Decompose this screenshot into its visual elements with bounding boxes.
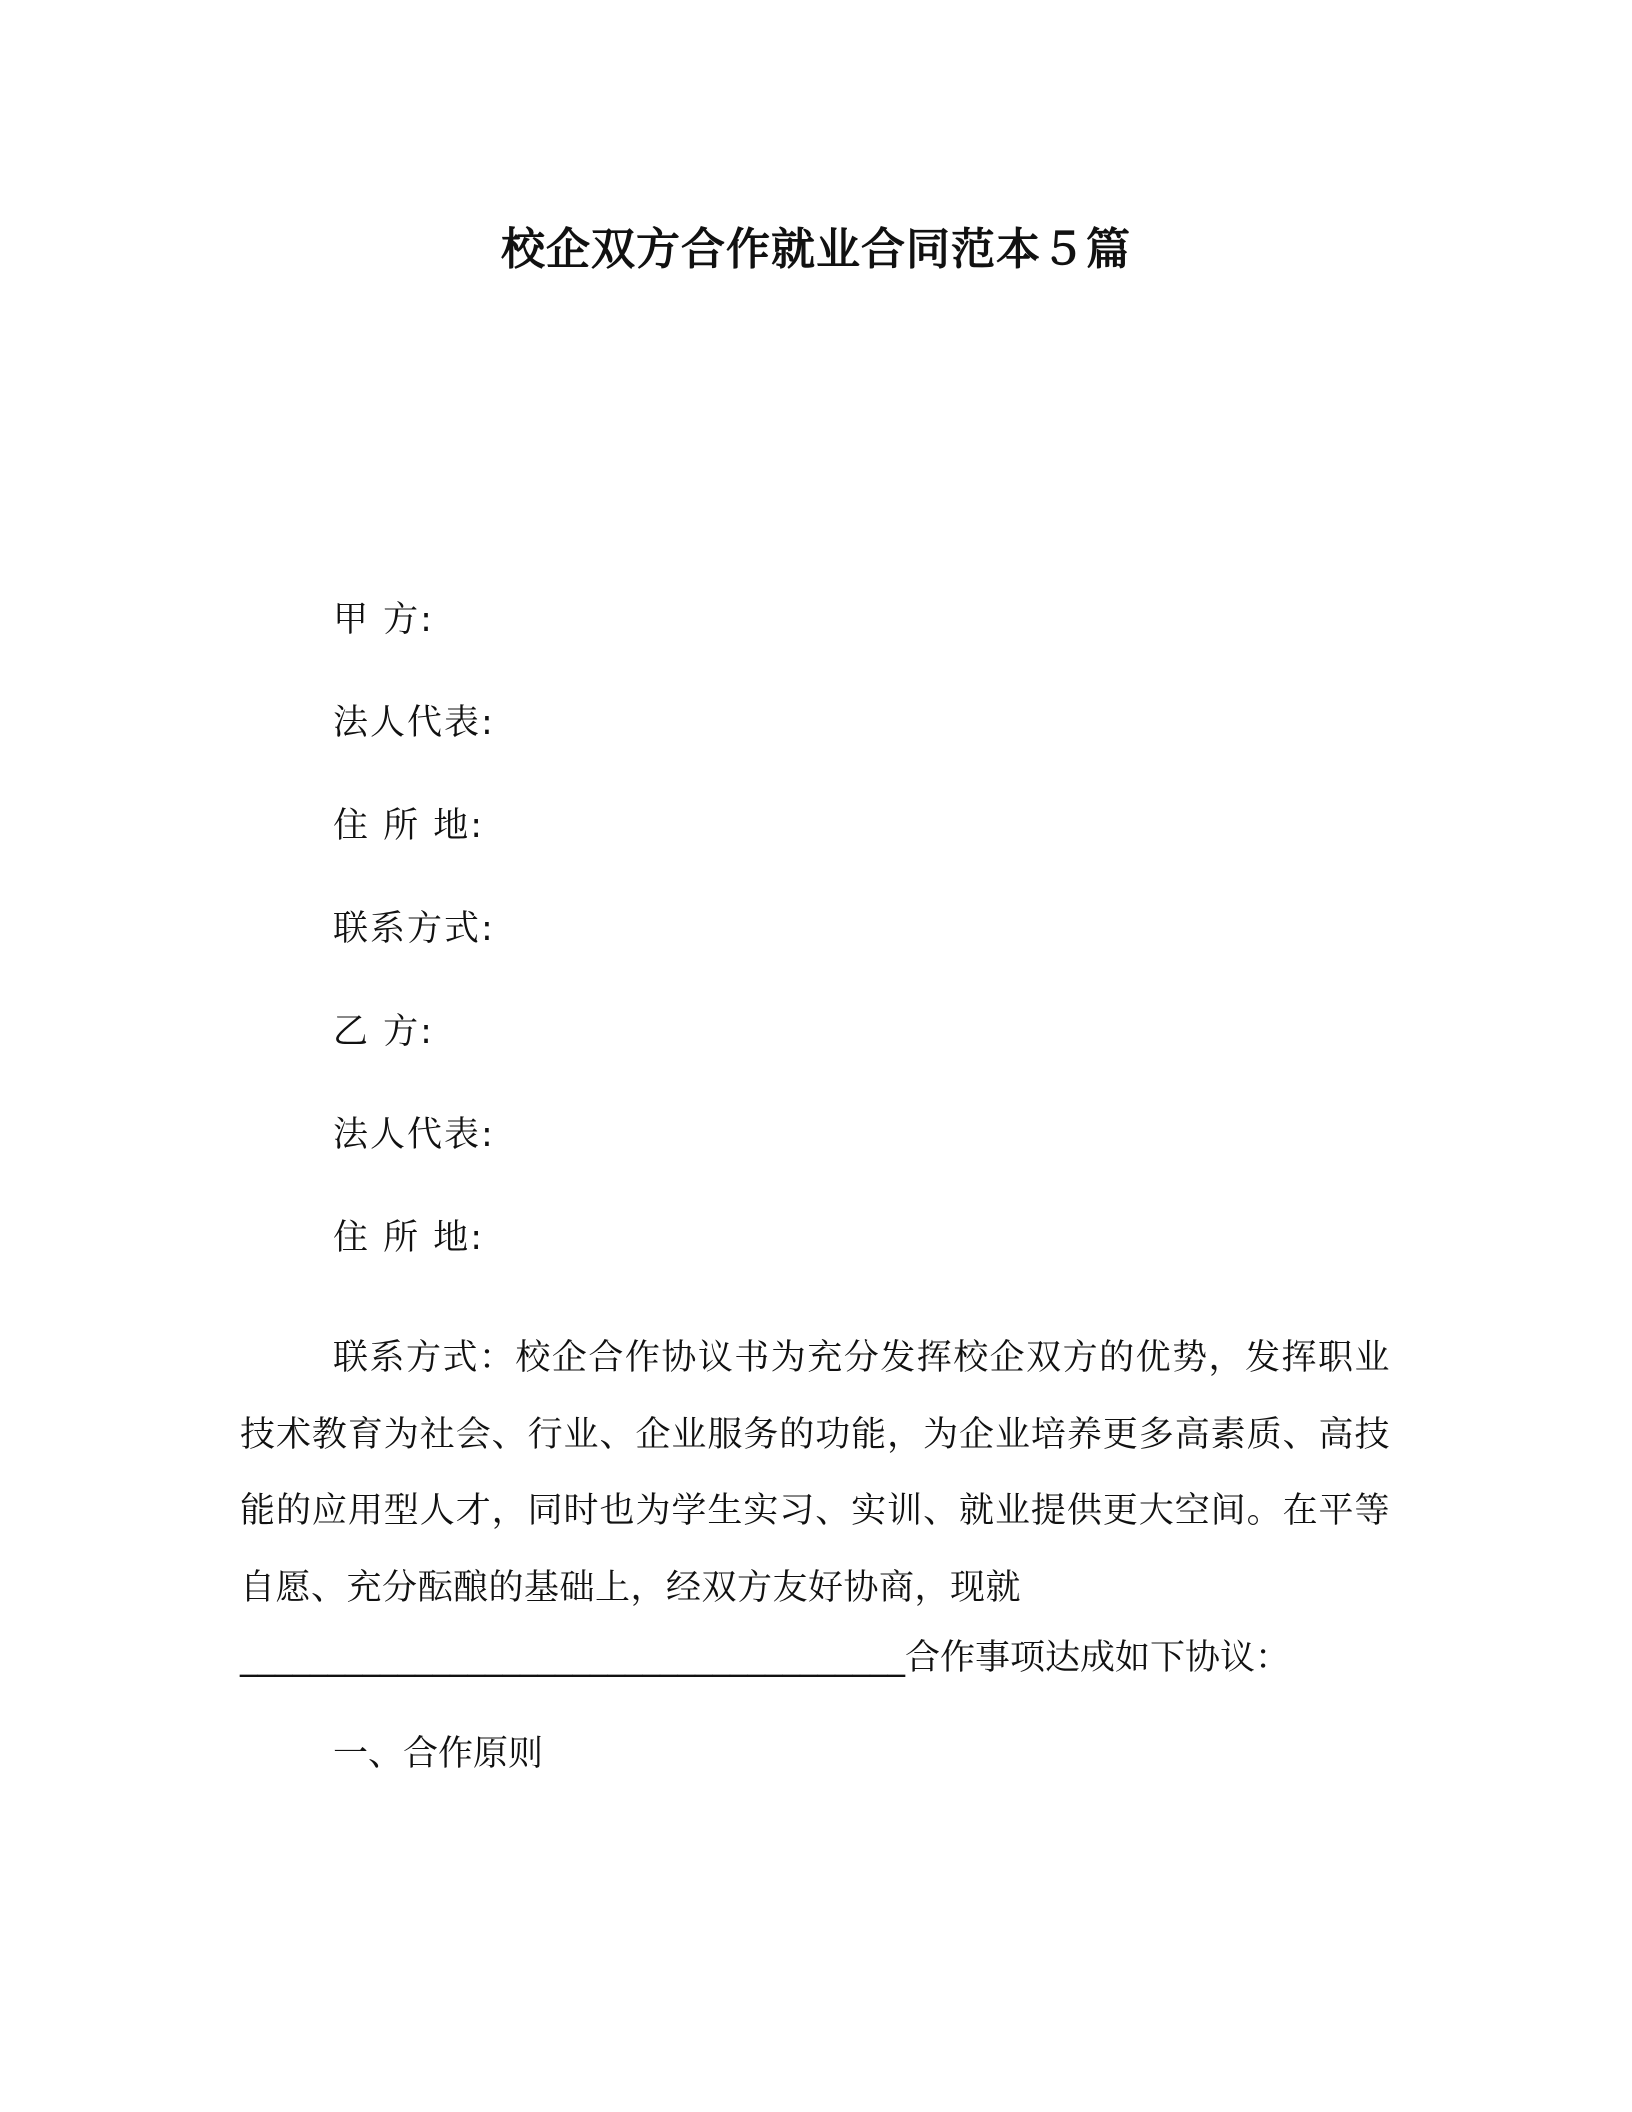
- party-a-name-label: 甲 方:: [333, 600, 434, 640]
- intro-paragraph: 联系方式：校企合作协议书为充分发挥校企双方的优势，发挥职业技术教育为社会、行业、企业服务的功能，为企业培养更多高素质、高技能的应用型人才，同时也为学生实习、实训、就业提供更大空间。在平等自愿、充分酝酿的基础上，经双方友好协商，现就: [240, 1338, 1390, 1608]
- document-title: 校企双方合作就业合同范本５篇: [501, 224, 1131, 275]
- agreement-line: ______________________________________合作事项达成如下协议：: [240, 1638, 1291, 1678]
- party-b-address-label: 住 所 地:: [333, 1218, 485, 1258]
- party-a-representative-label: 法人代表:: [333, 703, 495, 743]
- party-a-address-label: 住 所 地:: [333, 806, 485, 846]
- section-heading-cooperation-principles: 一、合作原则: [333, 1734, 544, 1774]
- party-a-contact-label: 联系方式:: [333, 909, 495, 949]
- party-b-name-label: 乙 方:: [333, 1012, 434, 1052]
- party-b-representative-label: 法人代表:: [333, 1115, 495, 1155]
